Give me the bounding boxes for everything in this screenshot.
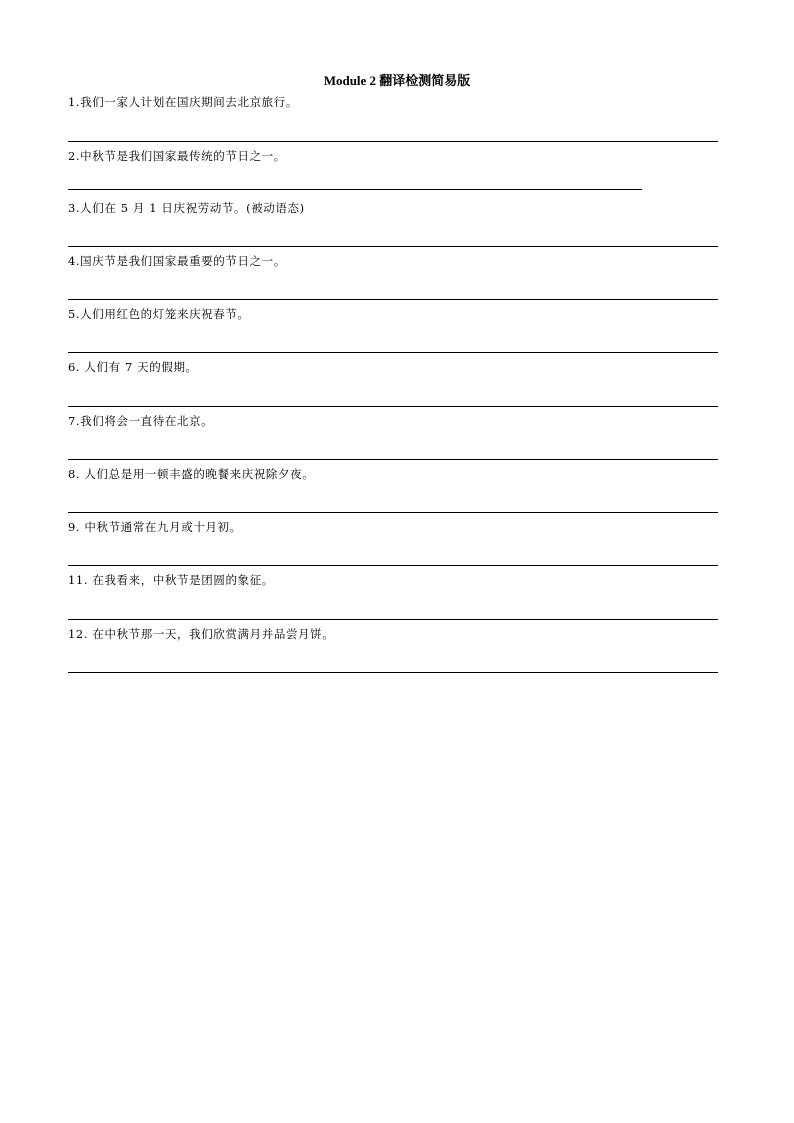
question-2: 2.中秋节是我们国家最传统的节日之一。 xyxy=(68,149,286,163)
question-6: 6. 人们有 7 天的假期。 xyxy=(68,360,198,374)
answer-line-12[interactable] xyxy=(68,672,718,673)
answer-line-11[interactable] xyxy=(68,619,718,620)
question-5: 5.人们用红色的灯笼来庆祝春节。 xyxy=(68,307,250,321)
question-11: 11. 在我看来，中秋节是团圆的象征。 xyxy=(68,573,274,587)
question-7: 7.我们将会一直待在北京。 xyxy=(68,414,214,428)
question-4: 4.国庆节是我们国家最重要的节日之一。 xyxy=(68,254,286,268)
answer-line-5[interactable] xyxy=(68,352,718,353)
answer-line-8[interactable] xyxy=(68,512,718,513)
question-1: 1.我们一家人计划在国庆期间去北京旅行。 xyxy=(68,95,298,109)
question-12: 12. 在中秋节那一天，我们欣赏满月并品尝月饼。 xyxy=(68,627,335,641)
answer-line-7[interactable] xyxy=(68,459,718,460)
answer-line-6[interactable] xyxy=(68,406,718,407)
answer-line-1[interactable] xyxy=(68,141,718,142)
question-9: 9. 中秋节通常在九月或十月初。 xyxy=(68,520,242,534)
answer-line-3[interactable] xyxy=(68,246,718,247)
answer-line-2[interactable] xyxy=(68,189,642,190)
answer-line-4[interactable] xyxy=(68,299,718,300)
worksheet-title: Module 2 翻译检测简易版 xyxy=(323,73,471,88)
question-3: 3.人们在 5 月 1 日庆祝劳动节。(被动语态) xyxy=(68,201,305,215)
question-8: 8. 人们总是用一顿丰盛的晚餐来庆祝除夕夜。 xyxy=(68,467,315,481)
answer-line-9[interactable] xyxy=(68,565,718,566)
